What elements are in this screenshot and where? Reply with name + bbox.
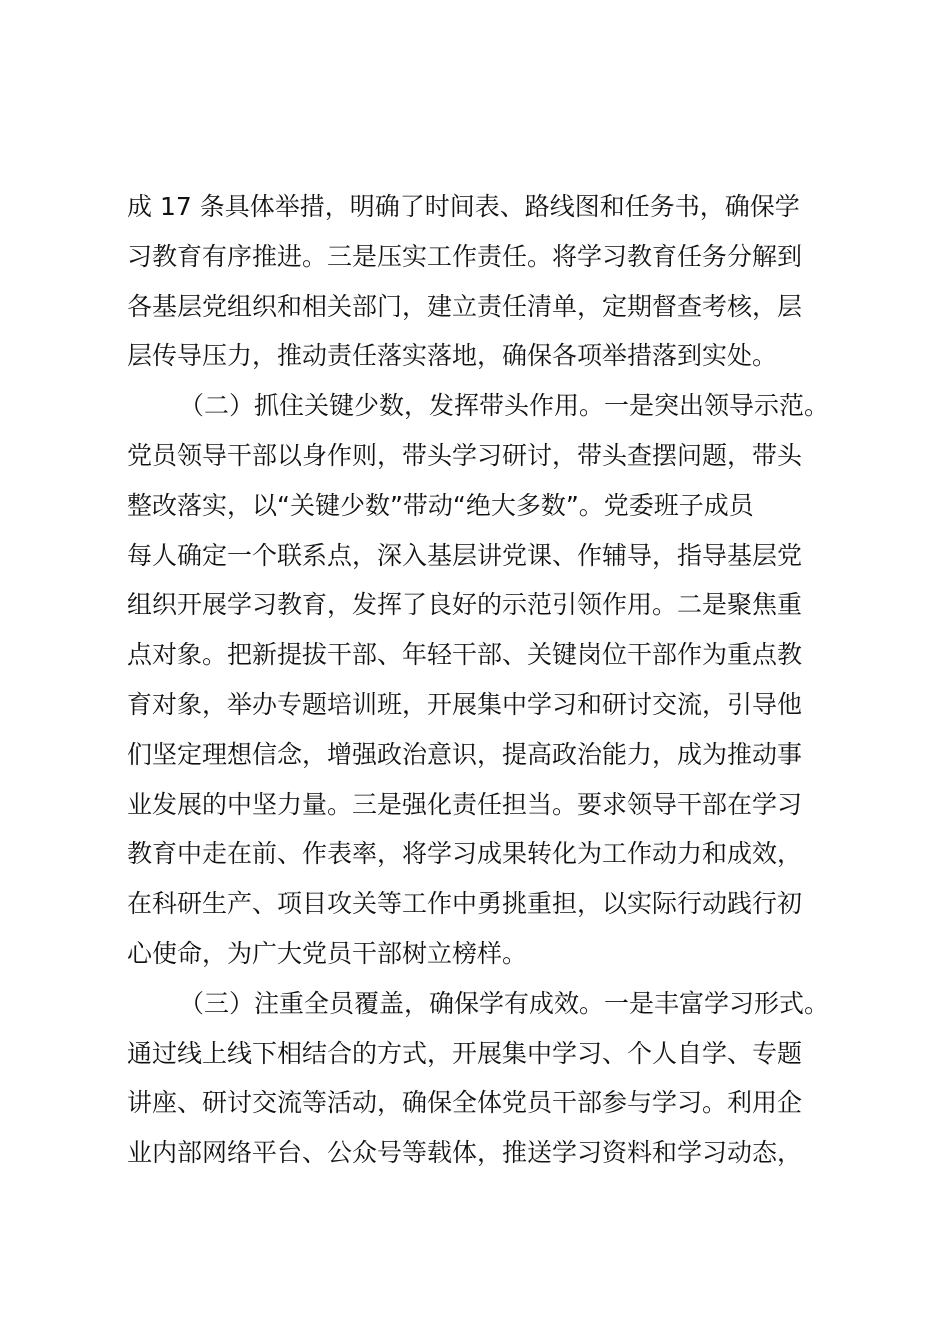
text-line: 心使命，为广大党员干部树立榜样。: [127, 938, 528, 968]
text-line: 习教育有序推进。三是压实工作责任。将学习教育任务分解到: [127, 241, 803, 271]
text-line: 业发展的中坚力量。三是强化责任担当。要求领导干部在学习: [127, 789, 803, 819]
text-line: 组织开展学习教育，发挥了良好的示范引领作用。二是聚焦重: [127, 590, 803, 620]
section-heading-line: （三）注重全员覆盖，确保学有成效。一是丰富学习形式。: [179, 988, 830, 1018]
body-text: [127, 182, 847, 1178]
text-line: 每人确定一个联系点，深入基层讲党课、作辅导，指导基层党: [127, 540, 803, 570]
text-line: 业内部网络平台、公众号等载体，推送学习资料和学习动态，: [127, 1138, 803, 1168]
section-heading-line: （二）抓住关键少数，发挥带头作用。一是突出领导示范。: [179, 391, 830, 421]
text-line: 教育中走在前、作表率，将学习成果转化为工作动力和成效，: [127, 839, 803, 869]
text-line: 们坚定理想信念，增强政治意识，提高政治能力，成为推动事: [127, 739, 803, 769]
text-line: 通过线上线下相结合的方式，开展集中学习、个人自学、专题: [127, 1038, 803, 1068]
text-line: 点对象。把新提拔干部、年轻干部、关键岗位干部作为重点教: [127, 640, 803, 670]
text-line: 整改落实，以“关键少数”带动“绝大多数”。党委班子成员: [127, 490, 754, 520]
text-line: 在科研生产、项目攻关等工作中勇挑重担，以实际行动践行初: [127, 889, 803, 919]
text-line: 育对象，举办专题培训班，开展集中学习和研讨交流，引导他: [127, 689, 803, 719]
text-line: 成 17 条具体举措，明确了时间表、路线图和任务书，确保学: [127, 192, 800, 221]
text-line: 党员领导干部以身作则，带头学习研讨，带头查摆问题，带头: [127, 440, 803, 470]
text-line: 讲座、研讨交流等活动，确保全体党员干部参与学习。利用企: [127, 1088, 803, 1118]
text-line: 各基层党组织和相关部门，建立责任清单，定期督查考核，层: [127, 291, 803, 321]
text-line: 层传导压力，推动责任落实落地，确保各项举措落到实处。: [127, 341, 778, 371]
